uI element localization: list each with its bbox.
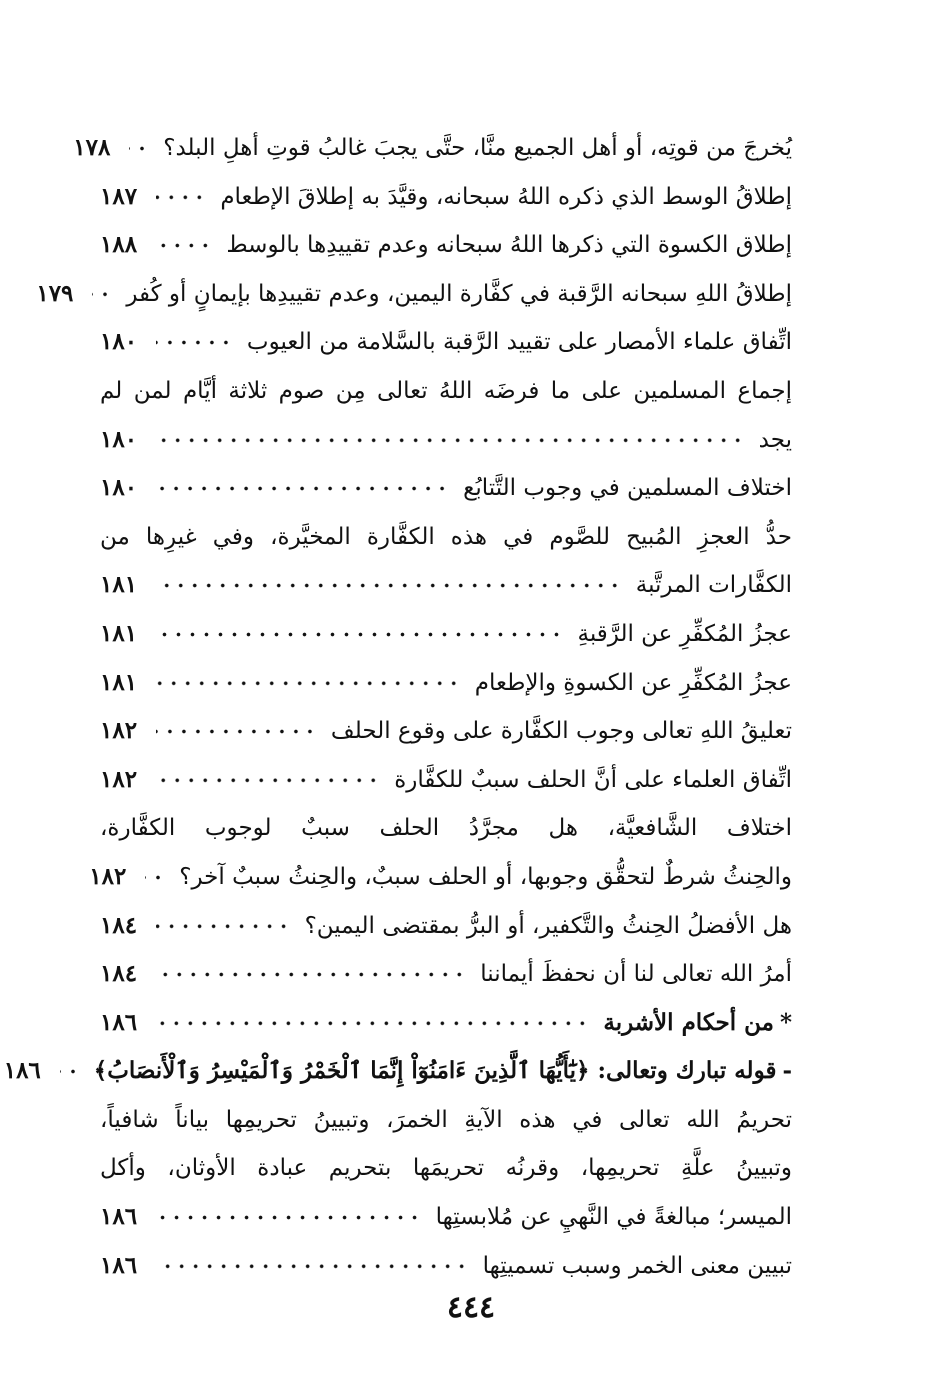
toc-entry-title: وتبيينُ علَّةِ تحريمِها، وقرنُه تحريمَها بتحريم عبادة الأوثان، وأكل [100, 1155, 792, 1182]
dot-leader [156, 1193, 422, 1242]
section-marker: * [779, 1008, 792, 1036]
ayah-intro-text: قوله تبارك وتعالى: [597, 1057, 777, 1085]
toc-entry-page: ١٨٤ [100, 911, 138, 939]
toc-entry-page: ١٨٧ [100, 182, 138, 210]
toc-entry-title: حدُّ العجزِ المُبيح للصَّوم في هذه الكفَّارة المخيَّرة، وفي غيرِها من [100, 523, 792, 550]
toc-entry-page: ١٧٨ [73, 134, 111, 161]
toc-entry [100, 1193, 792, 1242]
toc-entry-page: ١٨١ [100, 571, 138, 599]
toc-entry [89, 853, 792, 902]
toc-entry-continued [100, 1144, 792, 1193]
dot-leader [156, 999, 589, 1048]
dot-leader [156, 561, 622, 610]
toc-entry-page: ١٨٦ [3, 1057, 41, 1085]
toc-entry-page: ١٨٤ [100, 960, 138, 988]
toc-entry-page: ١٨١ [100, 619, 138, 647]
toc-entry-page: ١٨٦ [100, 1203, 138, 1231]
dot-leader [156, 756, 380, 805]
dot-leader [156, 950, 466, 999]
toc-entry [100, 610, 792, 659]
toc-entry-title: اختلاف الشَّافعيَّة، هل مجرَّدُ الحلف سببٌ لوجوب الكفَّارة، [100, 815, 792, 842]
toc-entry [100, 950, 792, 999]
toc-ayah-entry [3, 1047, 792, 1096]
page-number: ٤٤٤ [446, 1290, 496, 1325]
dot-leader [156, 707, 317, 756]
toc-entry-continued [100, 804, 792, 853]
section-heading-text: من أحكام الأشربة [603, 1008, 774, 1036]
toc-entry-title [84, 1047, 792, 1096]
dot-leader [129, 124, 149, 173]
toc-entry [100, 561, 792, 610]
toc-entry [100, 416, 792, 465]
toc-entry-page: ١٧٩ [36, 279, 74, 307]
toc-entry-page: ١٨٠ [100, 474, 138, 502]
dot-leader [156, 318, 233, 367]
toc-entry-title: إطلاقُ اللهِ سبحانه الرَّقبة في كفَّارة اليمين، وعدم تقييدِها بإيمانٍ أو كُفر [126, 280, 792, 307]
dot-leader [156, 416, 745, 465]
toc-entry [100, 902, 792, 951]
toc-entry-title: الميسر؛ مبالغةً في النَّهيِ عن مُلابستِها [435, 1204, 792, 1231]
dot-leader [145, 853, 165, 902]
toc-entry-title: عجزُ المُكفِّرِ عن الرَّقبةِ [577, 620, 792, 647]
toc-entry-title: أمرُ الله تعالى لنا أن نحفظَ أيماننا [480, 961, 792, 988]
toc-entry [100, 221, 792, 270]
toc-entry-title: اختلاف المسلمين في وجوب التَّتابُع [463, 475, 792, 502]
dot-leader [156, 464, 449, 513]
toc-entry-page: ١٨٦ [100, 1008, 138, 1036]
dot-leader [156, 902, 291, 951]
dot-leader [156, 659, 461, 708]
toc-entry-title: إجماع المسلمين على ما فرضَه اللهُ تعالى مِن صوم ثلاثة أيَّام لمن لم [100, 377, 792, 404]
toc-entry-title: يجد [758, 426, 792, 453]
toc-entry-title: اتِّفاق علماء الأمصار على تقييد الرَّقبة بالسَّلامة من العيوب [246, 329, 792, 356]
toc-entry-page: ١٨٦ [100, 1251, 138, 1279]
toc-entry-title: هل الأفضلُ الحِنثُ والتَّكفير، أو البرُّ بمقتضى اليمين؟ [304, 912, 792, 939]
toc-entry-continued [100, 1096, 792, 1145]
toc-entry-title [593, 999, 792, 1048]
dot-leader [92, 270, 112, 319]
toc-entry [100, 659, 792, 708]
dot-leader [156, 221, 212, 270]
toc-entry-title: والحِنثُ شرطٌ لتحقُّق وجوبها، أو الحلف سببٌ، والحِنثُ سببٌ آخر؟ [179, 863, 792, 890]
toc-entry-continued [100, 513, 792, 562]
toc-entry-page: ١٨١ [100, 668, 138, 696]
dot-leader [156, 1242, 469, 1291]
dot-leader [156, 610, 563, 659]
toc-entry [100, 464, 792, 513]
table-of-contents [3, 124, 792, 1290]
toc-entry-page: ١٨٠ [100, 425, 138, 453]
toc-entry-title: تبيين معنى الخمر وسبب تسميتِها [482, 1252, 792, 1279]
dot-leader [156, 173, 206, 222]
toc-section-heading [100, 999, 792, 1048]
toc-entry [100, 707, 792, 756]
toc-entry [100, 756, 792, 805]
toc-entry-title: يُخرجَ من قوتِه، أو أهل الجميع منَّا، حتَّى يجبَ غالبُ قوتِ أهلِ البلد؟ [163, 135, 792, 161]
toc-entry-title: اتِّفاق العلماء على أنَّ الحلف سببٌ للكفَّارة [394, 766, 792, 793]
toc-entry-page: ١٨٠ [100, 328, 138, 356]
toc-entry-title: إطلاق الكسوة التي ذكرها اللهُ سبحانه وعدم تقييدِها بالوسط [226, 232, 792, 259]
toc-entry-title: إطلاقُ الوسط الذي ذكره اللهُ سبحانه، وقيَّدَ به إطلاقَ الإطعام [220, 183, 792, 210]
toc-entry-title: الكفَّارات المرتَّبة [635, 572, 792, 599]
toc-entry-page: ١٨٨ [100, 231, 138, 259]
toc-entry [73, 124, 792, 173]
toc-entry [36, 270, 792, 319]
toc-entry [100, 1242, 792, 1291]
toc-entry-continued [100, 367, 792, 416]
toc-entry [100, 318, 792, 367]
toc-entry-title: تعليقُ اللهِ تعالى وجوب الكفَّارة على وقوع الحلف [330, 718, 792, 745]
toc-entry-page: ١٨٢ [89, 862, 127, 890]
toc-entry-page: ١٨٢ [100, 717, 138, 745]
toc-entry-title: عجزُ المُكفِّرِ عن الكسوةِ والإطعام [474, 669, 792, 696]
toc-entry-page: ١٨٢ [100, 765, 138, 793]
toc-entry-title: تحريمُ الله تعالى في هذه الآيةِ الخمرَ، وتبيينُ تحريمِها بياناً شافياً، [100, 1106, 792, 1133]
toc-entry [100, 173, 792, 222]
entry-dash-marker: - [782, 1057, 792, 1085]
dot-leader [60, 1047, 80, 1096]
ayah-text: ﴿يَٰٓأَيُّهَا ٱلَّذِينَ ءَامَنُوٓاْ إِنَّمَا ٱلْخَمْرُ وَٱلْمَيْسِرُ وَٱلْأَنصَابُ﴾ [93, 1057, 590, 1085]
